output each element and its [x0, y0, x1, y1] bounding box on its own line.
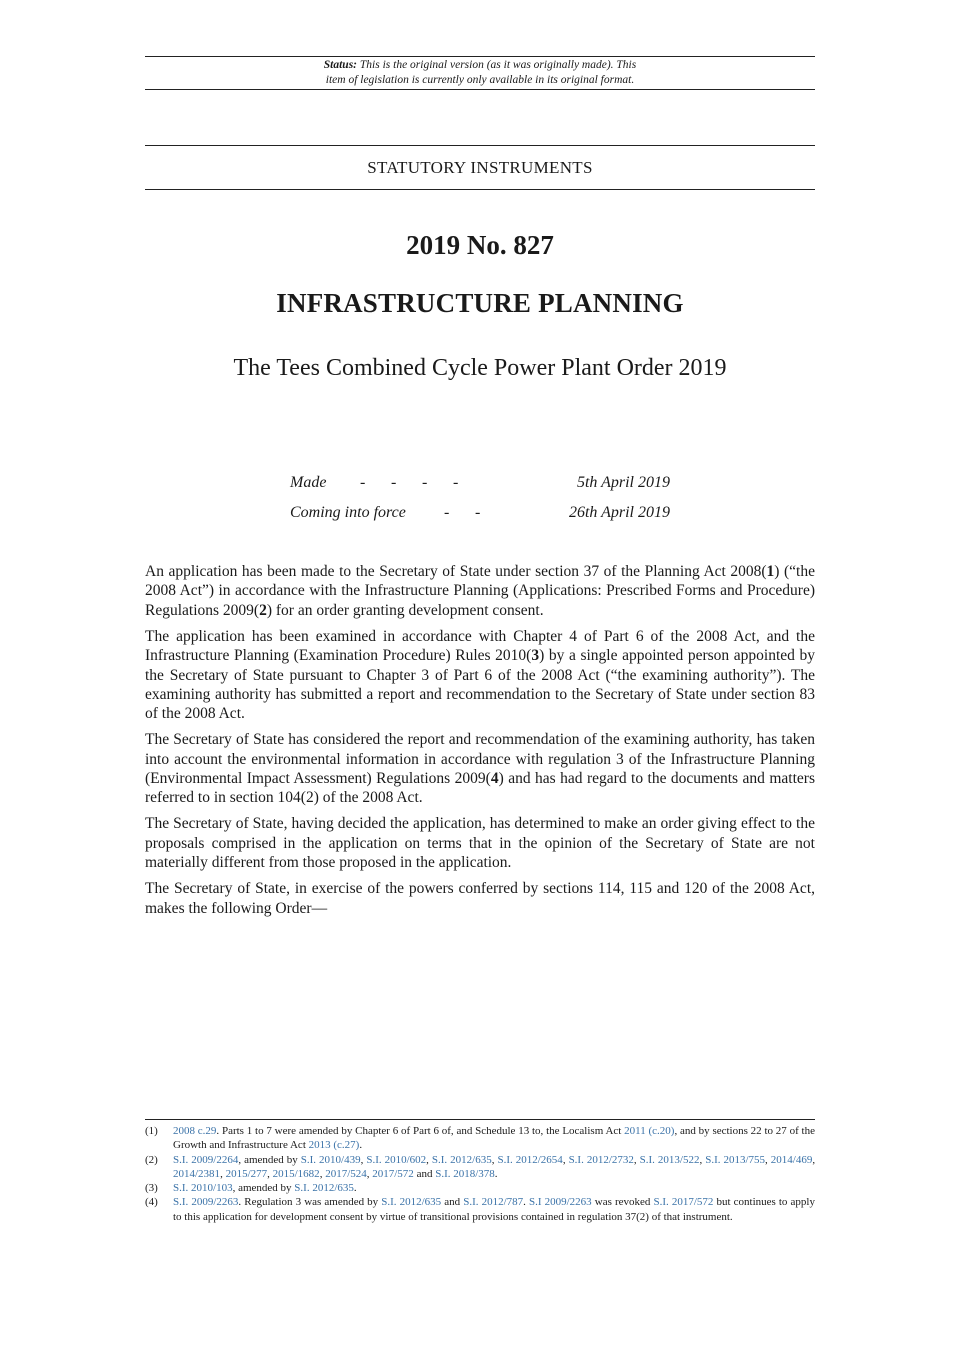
text: ) by a single appointed person appointed by the Secretary of State pursuant to Chapter 3 of Part 6 of the 2008 Act (“the examining authority”). The examining authority has submitted a report and recommendation to the Secretary of State under section 83 of the 2008 Act. — [145, 647, 816, 723]
footnote — [145, 1181, 815, 1195]
text: . — [523, 1196, 530, 1209]
footnote-mark: (2) — [145, 1153, 158, 1166]
text: ) and has had regard to the documents and matters referred to in section 104(2) of the 2008 Act. — [145, 770, 815, 807]
text: , amended by — [232, 1182, 295, 1195]
status-label: Status: — [323, 59, 358, 71]
text: , and by sections 22 to 27 of the Growth and Infrastructure Act — [173, 1125, 815, 1152]
text: The application has been examined in accordance with Chapter 4 of Part 6 of the 2008 Act, and the Infrastructure Planning (Examination Procedure) Rules 2010( — [145, 627, 815, 665]
legislation-link[interactable]: S.I. 2010/602 — [366, 1153, 427, 1166]
status-bottom-rule — [145, 89, 815, 90]
legislation-link[interactable]: 2014/469 — [770, 1153, 813, 1166]
footnote-ref[interactable]: 4 — [490, 770, 499, 788]
made-label: Made — [290, 474, 327, 491]
text: The Secretary of State has considered the report and recommendation of the examining authority, has taken into account the environmental information in accordance with regulation 3 of the Infrastructure Planning (Environmental Impact Assessment) Regulations 2009( — [145, 731, 815, 788]
legislation-link[interactable]: S.I. 2012/635 — [381, 1196, 442, 1209]
status-line-2: item of legislation is currently only available in its original format. — [325, 74, 635, 86]
legislation-link[interactable]: S.I. 2009/2264 — [173, 1153, 239, 1166]
series-bottom-rule — [145, 189, 815, 190]
text: An application has been made to the Secretary of State under section 37 of the Planning Act 2008( — [145, 563, 767, 580]
status-top-rule — [145, 56, 815, 57]
preamble-paragraph — [145, 627, 815, 724]
status-line-1: This is the original version (as it was originally made). This — [359, 59, 637, 71]
legislation-link[interactable]: S.I. 2010/439 — [300, 1153, 361, 1166]
footnote-mark: (3) — [145, 1182, 158, 1195]
text: was revoked — [591, 1196, 654, 1209]
dash: - — [475, 504, 481, 521]
dash: - — [422, 474, 428, 491]
footnote — [145, 1153, 815, 1182]
footnote-text — [173, 1195, 815, 1224]
legislation-link[interactable]: S.I. 2013/755 — [705, 1153, 766, 1166]
legislation-link[interactable]: S.I. 2010/103 — [173, 1182, 233, 1195]
preamble — [145, 562, 815, 924]
text: . — [353, 1182, 357, 1195]
text: ) for an order granting development consent. — [266, 601, 544, 619]
legislation-link[interactable]: S.I 2009/2263 — [529, 1196, 592, 1209]
footnote-text — [173, 1124, 815, 1153]
text: . Regulation 3 was amended by — [238, 1196, 382, 1209]
coming-into-force-label: Coming into force — [290, 504, 406, 521]
made-date: 5th April 2019 — [576, 474, 670, 491]
legislation-link[interactable]: S.I. 2009/2263 — [173, 1196, 239, 1209]
legislation-link[interactable]: S.I. 2012/787 — [463, 1196, 524, 1209]
preamble-paragraph — [145, 730, 815, 808]
footnote-mark: (4) — [145, 1196, 158, 1209]
footnote-mark: (1) — [145, 1125, 158, 1137]
legislation-link[interactable]: S.I. 2012/2732 — [568, 1153, 634, 1166]
text: The Secretary of State, in exercise of the powers conferred by sections 114, 115 and 120 of the 2008 Act, makes the following Order— — [145, 880, 815, 917]
text: , amended by — [238, 1153, 301, 1166]
text: . Parts 1 to 7 were amended by Chapter 6 of Part 6 of, and Schedule 13 to, the Localism Act — [216, 1125, 625, 1137]
legislation-link[interactable]: 2014/2381 — [173, 1167, 221, 1180]
legislation-link[interactable]: S.I. 2013/522 — [639, 1153, 700, 1166]
footnote-ref[interactable]: 1 — [766, 563, 775, 580]
footnote-ref[interactable]: 3 — [531, 647, 540, 665]
status-banner — [145, 58, 815, 88]
coming-into-force-date: 26th April 2019 — [568, 504, 670, 521]
legislation-link[interactable]: S.I. 2018/378 — [435, 1167, 495, 1180]
text: . — [359, 1139, 363, 1152]
text: ) (“the 2008 Act”) in accordance with the Infrastructure Planning (Applications: Prescribed Forms and Procedure) Regulations 2009( — [145, 563, 815, 619]
dash: - — [360, 474, 366, 491]
preamble-paragraph — [145, 879, 815, 918]
legislation-link[interactable]: 2011 (c.20) — [624, 1125, 675, 1137]
text: and — [441, 1196, 464, 1209]
legislation-link[interactable]: 2008 c.29 — [173, 1125, 217, 1137]
instrument-number: 2019 No. 827 — [406, 230, 554, 260]
preamble-paragraph — [145, 562, 815, 620]
legislation-link[interactable]: 2015/1682 — [272, 1167, 320, 1180]
footnote — [145, 1124, 815, 1153]
dash: - — [444, 504, 450, 521]
series-top-rule — [145, 145, 815, 146]
footnote-text — [173, 1181, 815, 1195]
text: . — [494, 1167, 498, 1180]
legislation-link[interactable]: S.I. 2012/635 — [294, 1182, 354, 1195]
legislation-link[interactable]: S.I. 2012/635 — [431, 1153, 492, 1166]
footnote-ref[interactable]: 2 — [259, 601, 267, 619]
instrument-title: The Tees Combined Cycle Power Plant Order 2019 — [233, 355, 727, 381]
legislation-link[interactable]: S.I. 2012/2654 — [497, 1153, 563, 1166]
text: The Secretary of State, having decided the application, has determined to make an order giving effect to the proposals comprised in the application on terms that in the opinion of the Secretary of State are not materially different from those proposed in the application. — [145, 815, 815, 872]
footnote-rule — [145, 1119, 815, 1120]
legislation-link[interactable]: 2017/524 — [325, 1167, 367, 1180]
footnote — [145, 1195, 815, 1224]
legislation-link[interactable]: S.I. 2017/572 — [653, 1196, 714, 1209]
text: and — [413, 1167, 436, 1180]
legislation-link[interactable]: 2017/572 — [372, 1167, 414, 1180]
text: but continues to apply to this application for development consent by virtue of transitional provisions contained in regulation 37(2) of that instrument. — [173, 1196, 815, 1223]
legislation-link[interactable]: 2013 (c.27) — [308, 1139, 360, 1152]
legislation-link[interactable]: 2015/277 — [225, 1167, 268, 1180]
footnote-text: S.I. 2009/2264, amended by S.I. 2010/439, S.I. 2010/602, S.I. 2012/635, S.I. 2012/2654, S.I. 2012/2732, S.I. 2013/522, S.I. 2013/755, 2014/469, 2014/2381, 2015/277, 2015/1682, 2017/524, 2017/572 and S.I. 2018/378. — [173, 1153, 816, 1180]
footnotes — [145, 1124, 815, 1224]
preamble-paragraph — [145, 814, 815, 872]
dash: - — [453, 474, 459, 491]
series-heading: STATUTORY INSTRUMENTS — [367, 158, 593, 177]
instrument-subject: INFRASTRUCTURE PLANNING — [276, 288, 684, 318]
dash: - — [391, 474, 397, 491]
